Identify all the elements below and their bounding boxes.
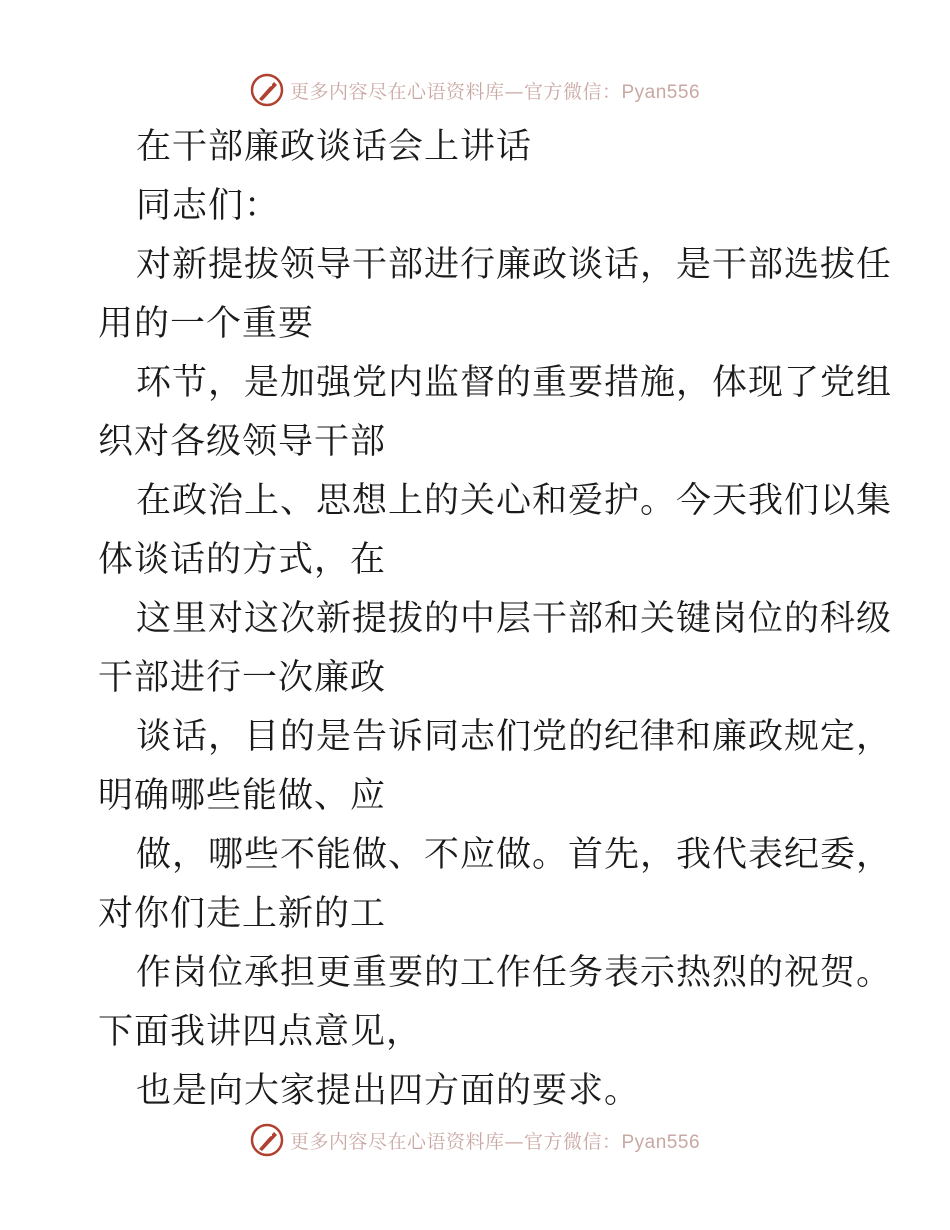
quill-logo-icon bbox=[250, 73, 284, 107]
text-line: 做，哪些不能做、不应做。首先，我代表纪委， bbox=[136, 835, 893, 875]
watermark-text: 更多内容尽在心语资料库—官方微信：Pyan556 bbox=[289, 80, 701, 103]
text-line: 同志们： bbox=[136, 186, 281, 226]
header-watermark bbox=[0, 70, 950, 110]
text-line: 用的一个重要 bbox=[98, 304, 315, 344]
footer-watermark bbox=[0, 1120, 950, 1160]
text-line: 干部进行一次廉政 bbox=[98, 658, 387, 698]
watermark-text: 更多内容尽在心语资料库—官方微信：Pyan556 bbox=[289, 1130, 701, 1153]
text-line: 在政治上、思想上的关心和爱护。今天我们以集 bbox=[136, 481, 893, 521]
document-body bbox=[98, 118, 893, 1121]
text-line: 下面我讲四点意见， bbox=[98, 1012, 423, 1052]
text-line: 明确哪些能做、应 bbox=[98, 776, 387, 816]
text-line: 对新提拔领导干部进行廉政谈话，是干部选拔任 bbox=[136, 245, 893, 285]
text-line: 也是向大家提出四方面的要求。 bbox=[136, 1071, 641, 1111]
text-line: 谈话，目的是告诉同志们党的纪律和廉政规定， bbox=[136, 717, 893, 757]
text-line: 在干部廉政谈话会上讲话 bbox=[136, 127, 533, 167]
text-line: 这里对这次新提拔的中层干部和关键岗位的科级 bbox=[136, 599, 893, 639]
quill-logo-icon bbox=[250, 1123, 284, 1157]
text-line: 作岗位承担更重要的工作任务表示热烈的祝贺。 bbox=[136, 953, 893, 993]
text-line: 体谈话的方式，在 bbox=[98, 540, 387, 580]
text-line: 对你们走上新的工 bbox=[98, 894, 387, 934]
text-line: 织对各级领导干部 bbox=[98, 422, 387, 462]
text-line: 环节，是加强党内监督的重要措施，体现了党组 bbox=[136, 363, 893, 403]
